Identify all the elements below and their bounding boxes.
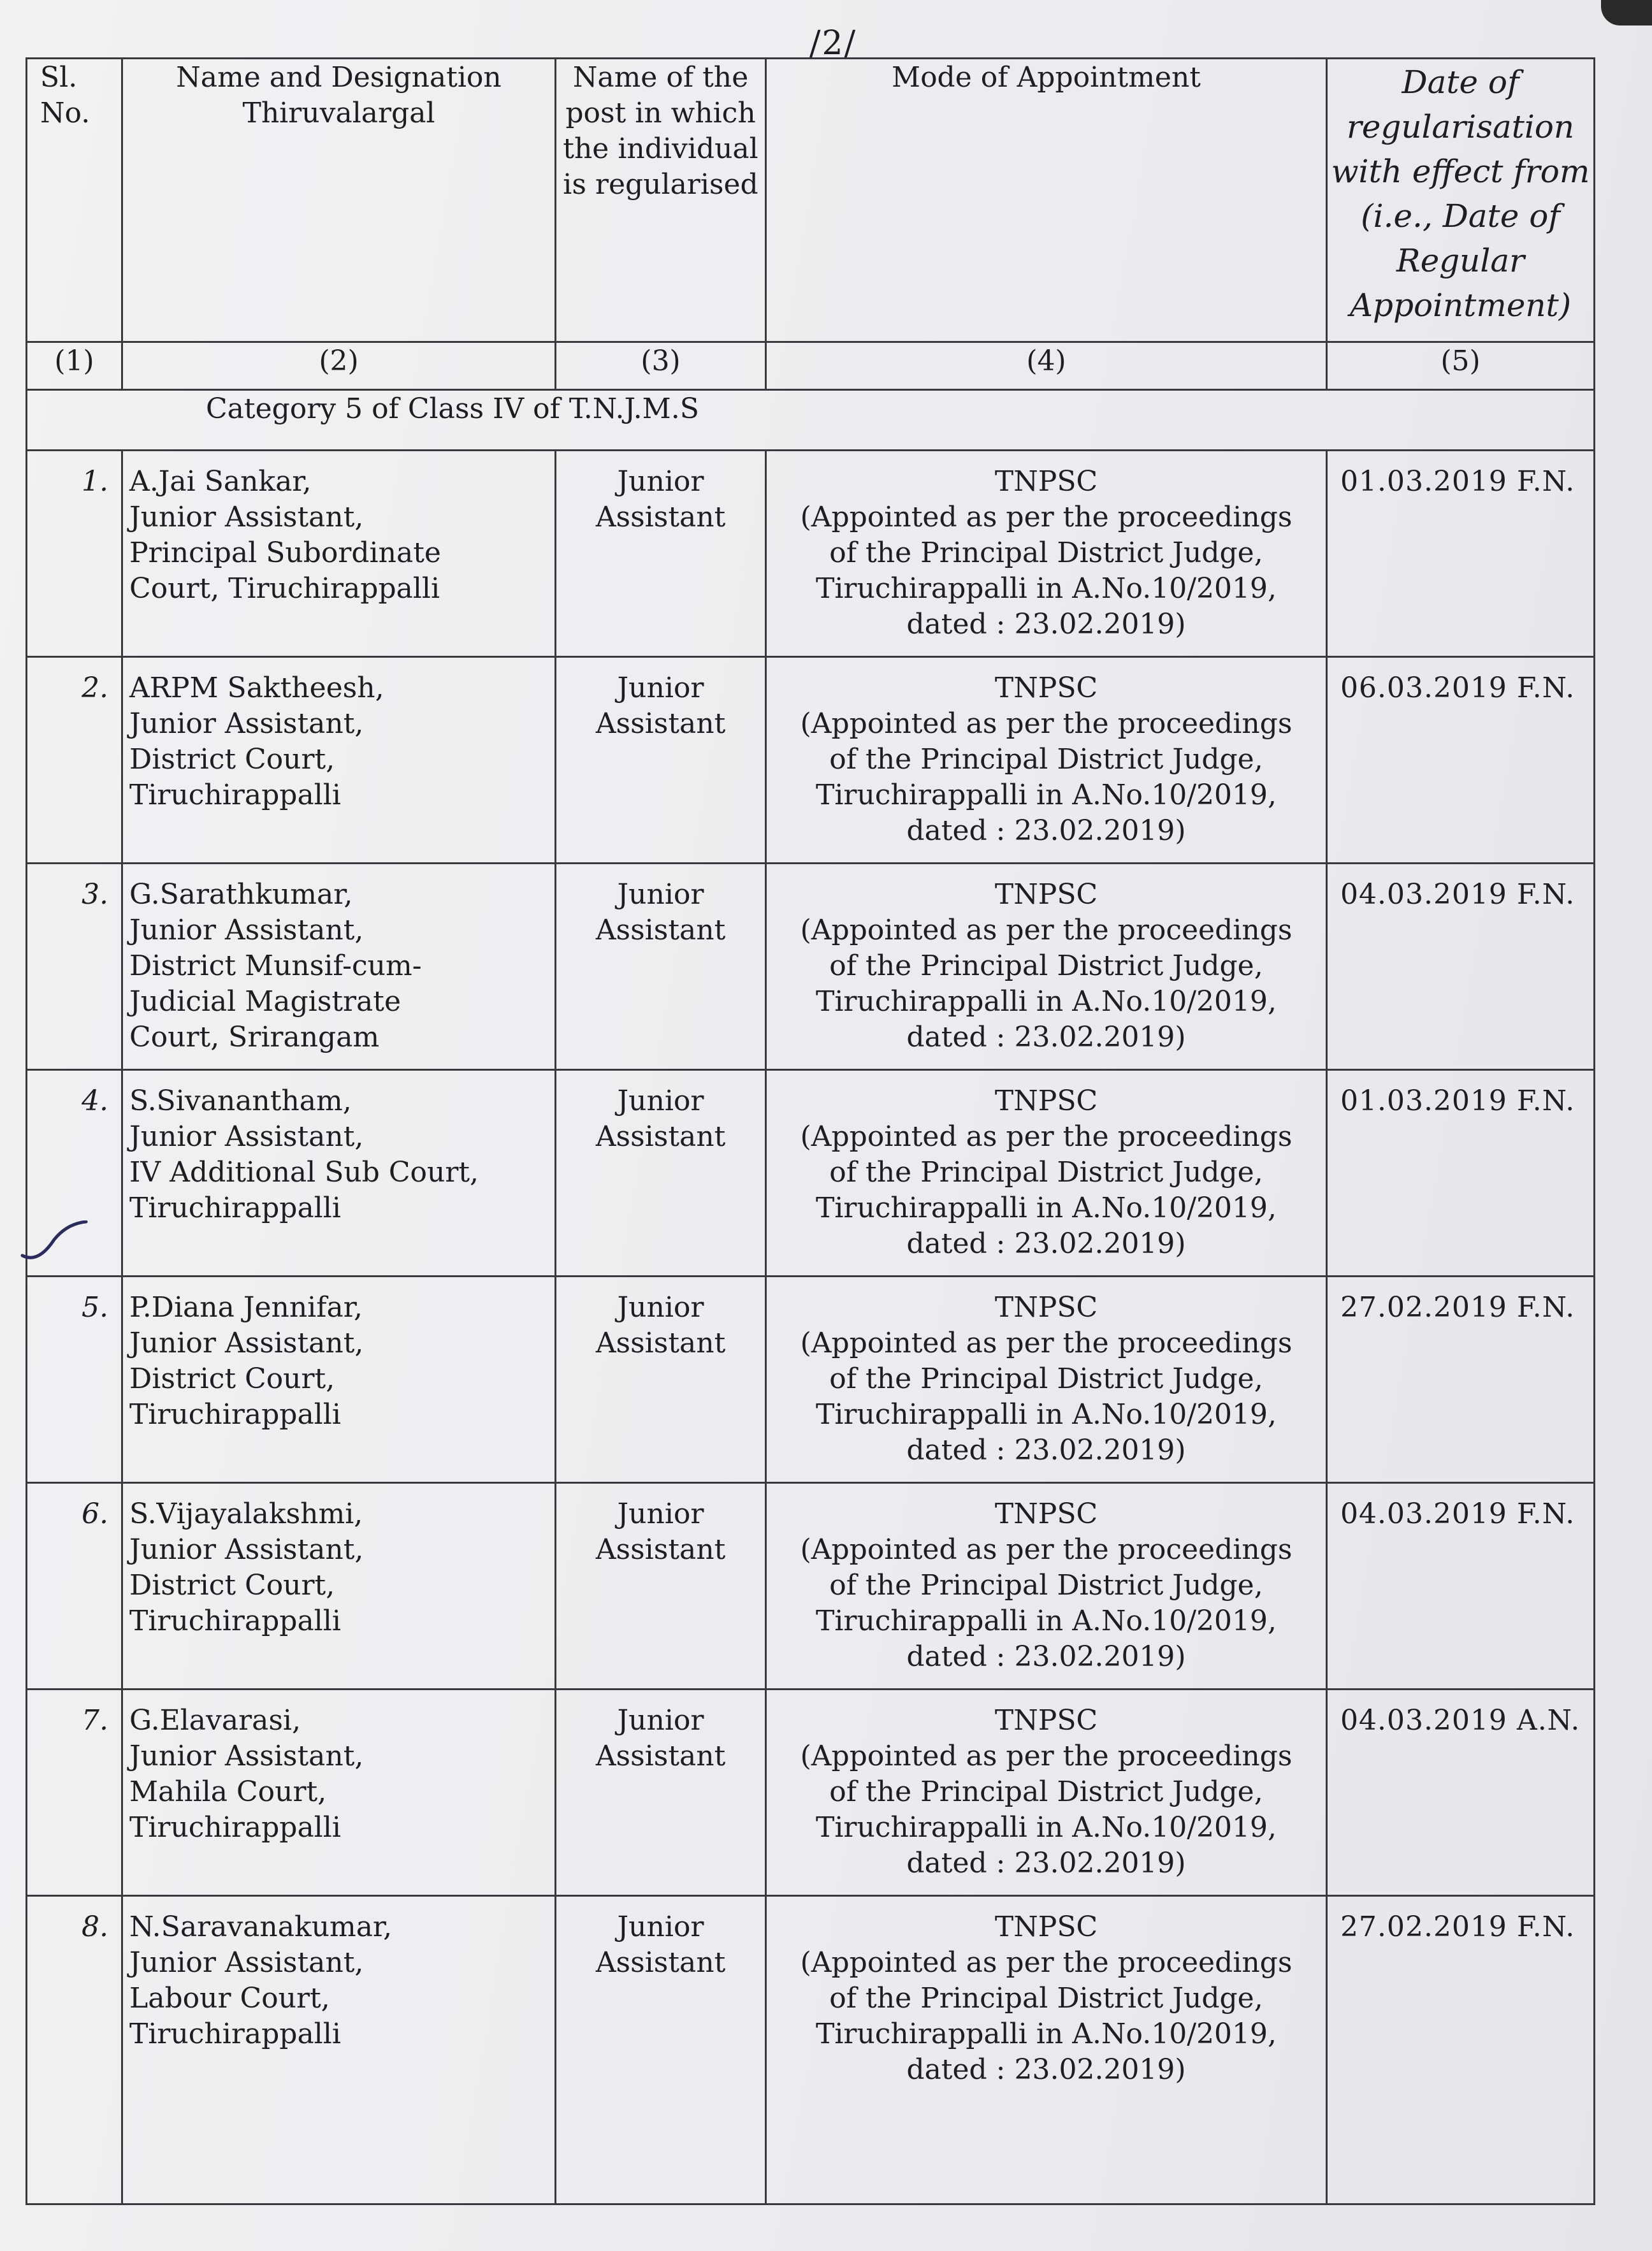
row-name-designation-line: S.Sivanantham, bbox=[129, 1085, 352, 1117]
header-post: Name of the post in which the individual is regularised bbox=[556, 59, 766, 342]
row-mode-of-appointment-line: (Appointed as per the proceedings bbox=[800, 1327, 1293, 1359]
row-name-designation-line: Junior Assistant, bbox=[129, 1327, 364, 1359]
header-date-of-regularisation: Date of regularisation with effect from (i.e., Date of Regular Appointment) bbox=[1327, 59, 1595, 342]
row-post bbox=[556, 1070, 766, 1277]
row-name-designation-line: District Munsif-cum- bbox=[129, 950, 422, 982]
row-post bbox=[556, 1690, 766, 1896]
row-name-designation bbox=[122, 1483, 556, 1690]
row-name-designation-line: Tiruchirappalli bbox=[129, 1398, 341, 1431]
table-header-row bbox=[27, 59, 1595, 342]
row-sl-no: 1. bbox=[27, 451, 122, 657]
row-regularisation-date: 04.03.2019 F.N. bbox=[1327, 864, 1595, 1070]
row-mode-of-appointment-line: dated : 23.02.2019) bbox=[906, 608, 1186, 641]
row-mode-of-appointment bbox=[766, 1070, 1327, 1277]
row-name-designation-line: G.Elavarasi, bbox=[129, 1704, 301, 1737]
row-mode-of-appointment-line: TNPSC bbox=[994, 878, 1098, 911]
header-name-designation: Name and Designation Thiruvalargal bbox=[122, 59, 556, 342]
row-name-designation-line: Junior Assistant, bbox=[129, 1120, 364, 1153]
row-name-designation-line: Tiruchirappalli bbox=[129, 1811, 341, 1844]
row-name-designation-line: Tiruchirappalli bbox=[129, 2018, 341, 2050]
column-number: (2) bbox=[122, 342, 556, 390]
table-body bbox=[27, 451, 1595, 2204]
column-number: (5) bbox=[1327, 342, 1595, 390]
table-row bbox=[27, 657, 1595, 864]
row-mode-of-appointment-line: TNPSC bbox=[994, 672, 1098, 704]
row-mode-of-appointment-line: (Appointed as per the proceedings bbox=[800, 1740, 1293, 1772]
row-name-designation-line: IV Additional Sub Court, bbox=[129, 1156, 479, 1189]
row-post-line: Assistant bbox=[595, 1533, 726, 1566]
row-post bbox=[556, 1277, 766, 1483]
row-mode-of-appointment-line: dated : 23.02.2019) bbox=[906, 814, 1186, 847]
row-post-line: Junior bbox=[617, 465, 704, 498]
row-mode-of-appointment-line: (Appointed as per the proceedings bbox=[800, 707, 1293, 740]
row-regularisation-date: 27.02.2019 F.N. bbox=[1327, 1896, 1595, 2204]
row-name-designation-line: Junior Assistant, bbox=[129, 914, 364, 946]
row-name-designation-line: District Court, bbox=[129, 743, 335, 776]
row-sl-no: 6. bbox=[27, 1483, 122, 1690]
row-mode-of-appointment-line: of the Principal District Judge, bbox=[829, 950, 1263, 982]
row-mode-of-appointment-line: (Appointed as per the proceedings bbox=[800, 1946, 1293, 1979]
row-name-designation-line: P.Diana Jennifar, bbox=[129, 1291, 363, 1324]
category-row bbox=[27, 390, 1595, 451]
row-name-designation bbox=[122, 864, 556, 1070]
row-sl-no: 5. bbox=[27, 1277, 122, 1483]
row-mode-of-appointment-line: TNPSC bbox=[994, 1498, 1098, 1530]
row-name-designation-line: Junior Assistant, bbox=[129, 707, 364, 740]
row-name-designation-line: District Court, bbox=[129, 1363, 335, 1395]
handwritten-tick-mark bbox=[19, 1220, 89, 1265]
page-number: /2/ bbox=[809, 24, 857, 62]
table-row bbox=[27, 1070, 1595, 1277]
row-mode-of-appointment-line: of the Principal District Judge, bbox=[829, 1982, 1263, 2015]
page-corner-shadow bbox=[1601, 0, 1652, 25]
row-sl-no: 7. bbox=[27, 1690, 122, 1896]
row-mode-of-appointment-line: of the Principal District Judge, bbox=[829, 1569, 1263, 1602]
row-mode-of-appointment-line: Tiruchirappalli in A.No.10/2019, bbox=[815, 2018, 1277, 2050]
row-name-designation-line: Court, Tiruchirappalli bbox=[129, 572, 440, 605]
row-regularisation-date: 27.02.2019 F.N. bbox=[1327, 1277, 1595, 1483]
row-mode-of-appointment-line: dated : 23.02.2019) bbox=[906, 1227, 1186, 1260]
category-label: Category 5 of Class IV of T.N.J.M.S bbox=[27, 390, 1595, 451]
table-row bbox=[27, 1896, 1595, 2204]
row-name-designation-line: Tiruchirappalli bbox=[129, 1192, 341, 1224]
row-post-line: Assistant bbox=[595, 1327, 726, 1359]
row-mode-of-appointment-line: Tiruchirappalli in A.No.10/2019, bbox=[815, 1811, 1277, 1844]
row-mode-of-appointment-line: TNPSC bbox=[994, 465, 1098, 498]
row-mode-of-appointment-line: TNPSC bbox=[994, 1291, 1098, 1324]
table-row bbox=[27, 1277, 1595, 1483]
row-name-designation-line: Judicial Magistrate bbox=[129, 985, 401, 1018]
row-regularisation-date: 04.03.2019 A.N. bbox=[1327, 1690, 1595, 1896]
row-name-designation bbox=[122, 657, 556, 864]
row-post-line: Assistant bbox=[595, 1120, 726, 1153]
row-post-line: Junior bbox=[617, 1498, 704, 1530]
row-mode-of-appointment-line: of the Principal District Judge, bbox=[829, 537, 1263, 569]
row-post bbox=[556, 451, 766, 657]
row-regularisation-date: 04.03.2019 F.N. bbox=[1327, 1483, 1595, 1690]
row-mode-of-appointment-line: dated : 23.02.2019) bbox=[906, 1640, 1186, 1673]
row-mode-of-appointment-line: dated : 23.02.2019) bbox=[906, 1021, 1186, 1053]
row-post-line: Assistant bbox=[595, 1946, 726, 1979]
row-mode-of-appointment-line: Tiruchirappalli in A.No.10/2019, bbox=[815, 985, 1277, 1018]
column-number: (3) bbox=[556, 342, 766, 390]
row-mode-of-appointment bbox=[766, 1483, 1327, 1690]
table-row bbox=[27, 1483, 1595, 1690]
row-name-designation-line: Tiruchirappalli bbox=[129, 779, 341, 811]
row-mode-of-appointment-line: (Appointed as per the proceedings bbox=[800, 914, 1293, 946]
row-name-designation bbox=[122, 1070, 556, 1277]
column-number-row bbox=[27, 342, 1595, 390]
row-name-designation bbox=[122, 1277, 556, 1483]
row-mode-of-appointment-line: Tiruchirappalli in A.No.10/2019, bbox=[815, 1398, 1277, 1431]
row-post-line: Assistant bbox=[595, 707, 726, 740]
row-name-designation-line: Junior Assistant, bbox=[129, 501, 364, 533]
row-mode-of-appointment-line: TNPSC bbox=[994, 1704, 1098, 1737]
column-number: (1) bbox=[27, 342, 122, 390]
row-post-line: Junior bbox=[617, 1085, 704, 1117]
row-post bbox=[556, 1896, 766, 2204]
row-name-designation-line: Junior Assistant, bbox=[129, 1946, 364, 1979]
row-name-designation-line: Junior Assistant, bbox=[129, 1533, 364, 1566]
row-name-designation-line: Mahila Court, bbox=[129, 1776, 327, 1808]
regularisation-table bbox=[25, 57, 1595, 2205]
column-number: (4) bbox=[766, 342, 1327, 390]
row-post-line: Junior bbox=[617, 878, 704, 911]
row-mode-of-appointment-line: Tiruchirappalli in A.No.10/2019, bbox=[815, 1605, 1277, 1637]
row-name-designation-line: Court, Srirangam bbox=[129, 1021, 380, 1053]
row-mode-of-appointment-line: Tiruchirappalli in A.No.10/2019, bbox=[815, 779, 1277, 811]
row-mode-of-appointment bbox=[766, 451, 1327, 657]
row-name-designation bbox=[122, 451, 556, 657]
row-sl-no: 4. bbox=[27, 1070, 122, 1277]
row-name-designation bbox=[122, 1690, 556, 1896]
row-mode-of-appointment-line: (Appointed as per the proceedings bbox=[800, 501, 1293, 533]
row-regularisation-date: 01.03.2019 F.N. bbox=[1327, 451, 1595, 657]
row-name-designation-line: ARPM Saktheesh, bbox=[129, 672, 384, 704]
row-regularisation-date: 01.03.2019 F.N. bbox=[1327, 1070, 1595, 1277]
row-mode-of-appointment bbox=[766, 1277, 1327, 1483]
row-name-designation-line: Labour Court, bbox=[129, 1982, 330, 2015]
row-sl-no: 3. bbox=[27, 864, 122, 1070]
row-mode-of-appointment bbox=[766, 864, 1327, 1070]
row-mode-of-appointment-line: of the Principal District Judge, bbox=[829, 1776, 1263, 1808]
row-mode-of-appointment bbox=[766, 1690, 1327, 1896]
table-row bbox=[27, 1690, 1595, 1896]
row-mode-of-appointment-line: TNPSC bbox=[994, 1085, 1098, 1117]
row-mode-of-appointment-line: Tiruchirappalli in A.No.10/2019, bbox=[815, 572, 1277, 605]
row-post-line: Junior bbox=[617, 1704, 704, 1737]
row-mode-of-appointment bbox=[766, 657, 1327, 864]
row-post-line: Junior bbox=[617, 1291, 704, 1324]
row-mode-of-appointment-line: dated : 23.02.2019) bbox=[906, 2053, 1186, 2086]
row-mode-of-appointment bbox=[766, 1896, 1327, 2204]
row-post bbox=[556, 657, 766, 864]
table-row bbox=[27, 451, 1595, 657]
row-regularisation-date: 06.03.2019 F.N. bbox=[1327, 657, 1595, 864]
row-mode-of-appointment-line: of the Principal District Judge, bbox=[829, 1363, 1263, 1395]
row-post bbox=[556, 1483, 766, 1690]
row-mode-of-appointment-line: dated : 23.02.2019) bbox=[906, 1847, 1186, 1879]
row-name-designation-line: Junior Assistant, bbox=[129, 1740, 364, 1772]
row-post-line: Assistant bbox=[595, 914, 726, 946]
row-sl-no: 2. bbox=[27, 657, 122, 864]
row-name-designation-line: N.Saravanakumar, bbox=[129, 1911, 393, 1943]
row-name-designation bbox=[122, 1896, 556, 2204]
row-name-designation-line: Tiruchirappalli bbox=[129, 1605, 341, 1637]
header-mode-of-appointment: Mode of Appointment bbox=[766, 59, 1327, 342]
row-mode-of-appointment-line: (Appointed as per the proceedings bbox=[800, 1120, 1293, 1153]
row-name-designation-line: G.Sarathkumar, bbox=[129, 878, 353, 911]
row-mode-of-appointment-line: (Appointed as per the proceedings bbox=[800, 1533, 1293, 1566]
row-mode-of-appointment-line: TNPSC bbox=[994, 1911, 1098, 1943]
row-sl-no: 8. bbox=[27, 1896, 122, 2204]
row-post bbox=[556, 864, 766, 1070]
row-post-line: Assistant bbox=[595, 1740, 726, 1772]
row-mode-of-appointment-line: dated : 23.02.2019) bbox=[906, 1434, 1186, 1466]
row-name-designation-line: District Court, bbox=[129, 1569, 335, 1602]
table-row bbox=[27, 864, 1595, 1070]
row-mode-of-appointment-line: of the Principal District Judge, bbox=[829, 1156, 1263, 1189]
row-mode-of-appointment-line: Tiruchirappalli in A.No.10/2019, bbox=[815, 1192, 1277, 1224]
row-mode-of-appointment-line: of the Principal District Judge, bbox=[829, 743, 1263, 776]
row-post-line: Junior bbox=[617, 1911, 704, 1943]
row-name-designation-line: A.Jai Sankar, bbox=[129, 465, 312, 498]
row-name-designation-line: Principal Subordinate bbox=[129, 537, 441, 569]
row-post-line: Junior bbox=[617, 672, 704, 704]
row-name-designation-line: S.Vijayalakshmi, bbox=[129, 1498, 363, 1530]
header-sl-no: Sl. No. bbox=[27, 59, 122, 342]
row-post-line: Assistant bbox=[595, 501, 726, 533]
